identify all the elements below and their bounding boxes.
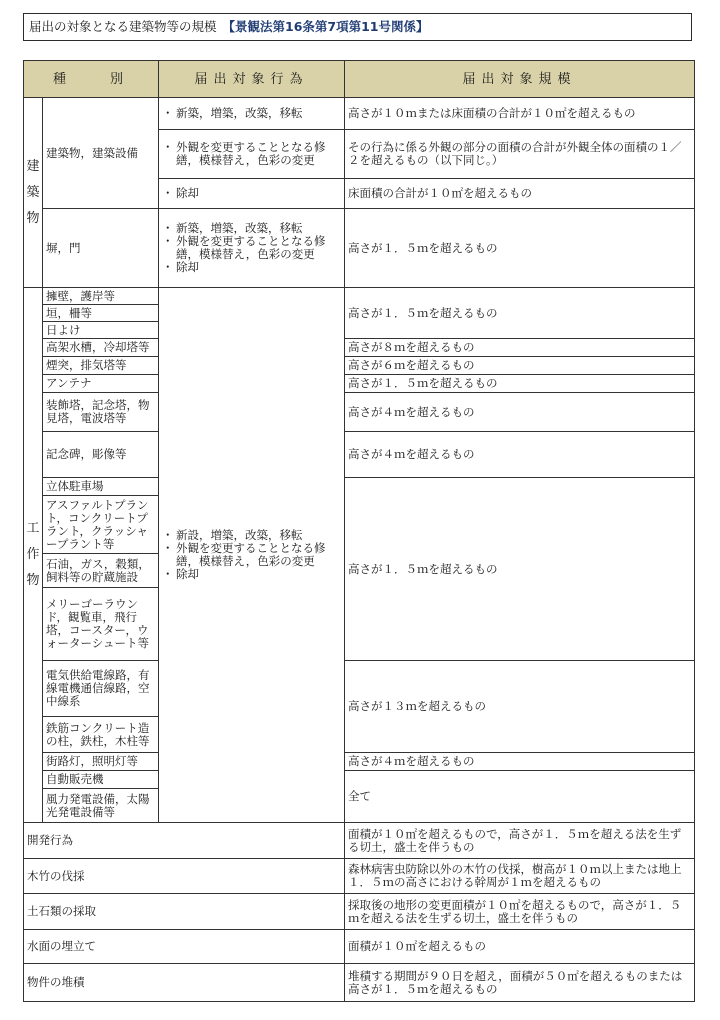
table-row [24, 288, 695, 305]
table-row [24, 98, 695, 130]
header-act: 届出対象行為 [159, 61, 345, 98]
scale-cell: 森林病害虫防除以外の木竹の伐採，樹高が１０ｍ以上または地上１．５ｍの高さにおける幹周が１ｍを超えるもの [345, 859, 695, 894]
scale-cell: 高さが１．５ｍを超えるもの [345, 478, 695, 661]
building-subtype: 建築物，建築設備 [43, 98, 159, 209]
scale-cell: 高さが４ｍを超えるもの [345, 393, 695, 432]
category-structure: 工 作 物 [24, 288, 43, 823]
table-row [24, 930, 695, 964]
table-row [24, 859, 695, 894]
other-category: 木竹の伐採 [24, 859, 345, 894]
building-subtype: 塀，門 [43, 209, 159, 288]
other-category: 物件の堆積 [24, 964, 345, 1002]
scale-cell: 高さが１．５ｍを超えるもの [345, 209, 695, 288]
header-scale: 届出対象規模 [345, 61, 695, 98]
scale-cell: 全て [345, 771, 695, 823]
scale-cell: 高さが１．５ｍを超えるもの [345, 375, 695, 393]
scale-cell: 高さが８ｍを超えるもの [345, 339, 695, 357]
structure-item: 鉄筋コンクリート造の柱，鉄柱，木柱等 [43, 717, 159, 753]
scale-cell: 面積が１０㎡を超えるもの [345, 930, 695, 964]
act-cell: ・ 外観を変更することとなる修繕，模様替え，色彩の変更 [159, 130, 345, 179]
act-cell: ・ 新設，増築，改築，移転 ・ 外観を変更することとなる修繕，模様替え，色彩の変更 ・ 除却 [159, 288, 345, 823]
act-cell: ・ 新築，増築，改築，移転 ・ 外観を変更することとなる修繕，模様替え，色彩の変更 ・ 除却 [159, 209, 345, 288]
structure-item: アンテナ [43, 375, 159, 393]
structure-item: 垣，柵等 [43, 305, 159, 322]
scale-cell: 床面積の合計が１０㎡を超えるもの [345, 179, 695, 209]
title-law-reference: 【景観法第16条第7項第11号関係】 [222, 19, 429, 34]
table-row [24, 209, 695, 288]
act-cell: ・ 新築，増築，改築，移転 [159, 98, 345, 130]
table-row [24, 771, 695, 789]
table-row [24, 357, 695, 375]
table-row [24, 753, 695, 771]
table-row [24, 894, 695, 930]
scale-cell: その行為に係る外観の部分の面積の合計が外観全体の面積の１／２を超えるもの（以下同じ。） [345, 130, 695, 179]
table-header-row [24, 61, 695, 98]
structure-item: 高架水槽，冷却塔等 [43, 339, 159, 357]
act-cell: ・ 除却 [159, 179, 345, 209]
notification-scale-table [23, 60, 695, 1002]
structure-item: 立体駐車場 [43, 478, 159, 496]
table-row [24, 375, 695, 393]
scale-cell: 高さが４ｍを超えるもの [345, 753, 695, 771]
table-row [24, 478, 695, 496]
title-main: 届出の対象となる建築物等の規模 [29, 19, 217, 34]
scale-cell: 高さが４ｍを超えるもの [345, 432, 695, 478]
scale-cell: 採取後の地形の変更面積が１０㎡を超えるもので，高さが１．５ｍを超える法を生ずる切土，盛土を伴うもの [345, 894, 695, 930]
structure-item: 記念碑，彫像等 [43, 432, 159, 478]
scale-cell: 高さが１．５ｍを超えるもの [345, 288, 695, 339]
structure-item: メリーゴーラウンド，観覧車，飛行塔，コースター，ウォーターシュート等 [43, 588, 159, 661]
table-row [24, 339, 695, 357]
scale-cell: 高さが１３ｍを超えるもの [345, 661, 695, 753]
structure-item: 石油，ガス，穀類，飼料等の貯蔵施設 [43, 554, 159, 588]
structure-item: 日よけ [43, 322, 159, 339]
table-row [24, 661, 695, 717]
table-row [24, 432, 695, 478]
table-row [24, 393, 695, 432]
scale-cell: 高さが６ｍを超えるもの [345, 357, 695, 375]
scale-cell: 面積が１０㎡を超えるもので，高さが１．５ｍを超える法を生ずる切土，盛土を伴うもの [345, 823, 695, 859]
header-category: 種 別 [24, 61, 159, 98]
table-row [24, 823, 695, 859]
structure-item: 街路灯，照明灯等 [43, 753, 159, 771]
scale-cell: 高さが１０ｍまたは床面積の合計が１０㎡を超えるもの [345, 98, 695, 130]
structure-item: 電気供給電線路，有線電機通信線路，空中線系 [43, 661, 159, 717]
scale-cell: 堆積する期間が９０日を超え，面積が５０㎡を超えるものまたは高さが１．５ｍを超えるもの [345, 964, 695, 1002]
structure-item: 装飾塔，記念塔，物見塔，電波塔等 [43, 393, 159, 432]
other-category: 水面の埋立て [24, 930, 345, 964]
structure-item: 擁壁，護岸等 [43, 288, 159, 305]
document-title [23, 13, 692, 41]
other-category: 土石類の採取 [24, 894, 345, 930]
other-category: 開発行為 [24, 823, 345, 859]
category-building: 建 築 物 [24, 98, 43, 288]
structure-item: 煙突，排気塔等 [43, 357, 159, 375]
table-row [24, 964, 695, 1002]
structure-item: アスファルトプラント，コンクリートプラント，クラッシャープラント等 [43, 496, 159, 554]
structure-item: 自動販売機 [43, 771, 159, 789]
structure-item: 風力発電設備，太陽光発電設備等 [43, 789, 159, 823]
